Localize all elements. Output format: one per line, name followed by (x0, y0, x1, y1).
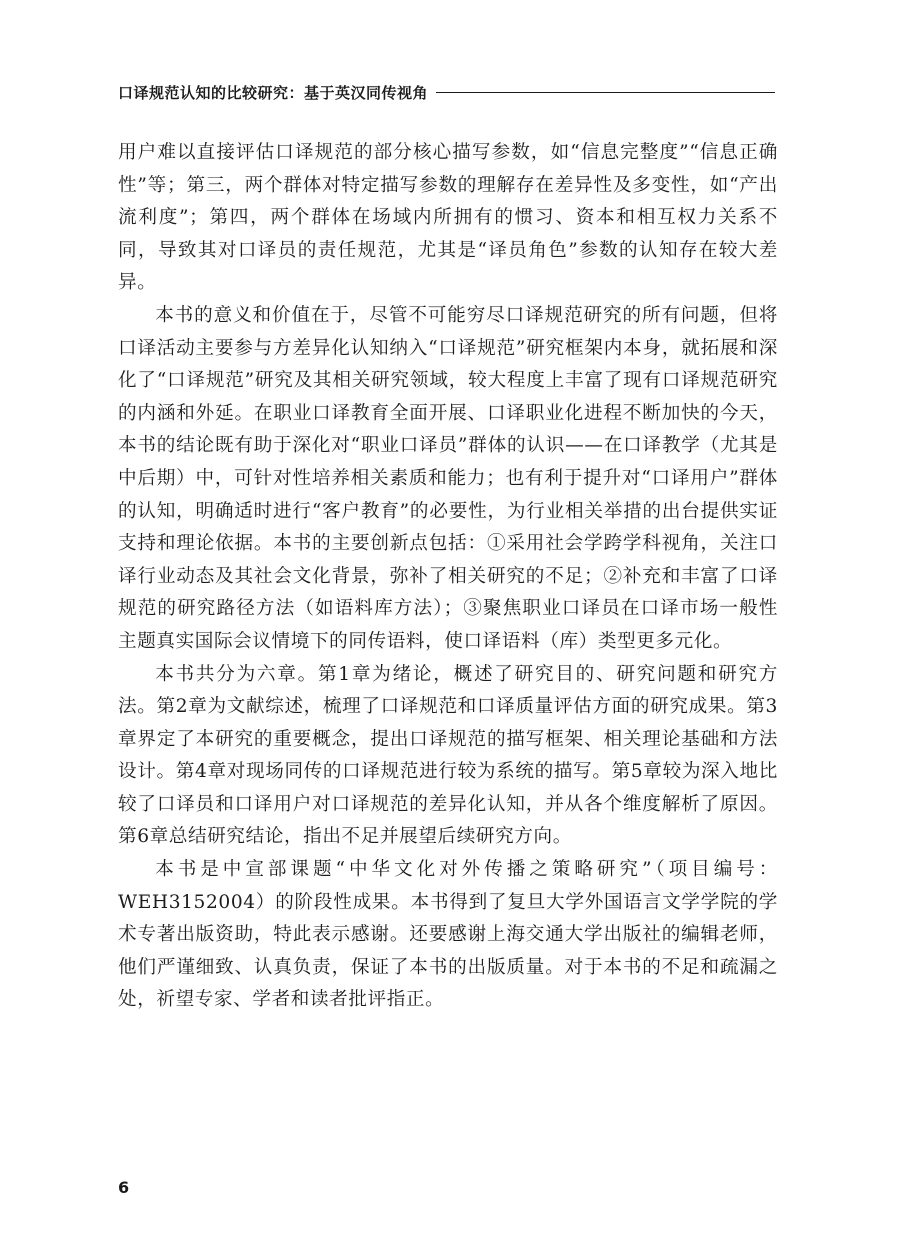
paragraph-acknowledgements: 本书是中宣部课题“中华文化对外传播之策略研究”（项目编号：WEH3152004）的阶段性成果。本书得到了复旦大学外国语言文学学院的学术专著出版资助，特此表示感谢。还要感谢上海交通大学出版社的编辑老师，他们严谨细致、认真负责，保证了本书的出版质量。对于本书的不足和疏漏之处，祈望专家、学者和读者批评指正。 (118, 859, 778, 1011)
body-text (118, 137, 778, 1017)
paragraph-continued: 用户难以直接评估口译规范的部分核心描写参数，如“信息完整度”“信息正确性”等；第三，两个群体对特定描写参数的理解存在差异性及多变性，如“产出流利度”；第四，两个群体在场域内所拥有的惯习、资本和相互权力关系不同，导致其对口译员的责任规范，尤其是“译员角色”参数的认知存在较大差异。 (118, 142, 778, 294)
running-header-title: 口译规范认知的比较研究：基于英汉同传视角 (118, 83, 429, 102)
header-rule (436, 92, 775, 93)
running-header (118, 80, 775, 104)
paragraph-significance: 本书的意义和价值在于，尽管不可能穷尽口译规范研究的所有问题，但将口译活动主要参与方差异化认知纳入“口译规范”研究框架内本身，就拓展和深化了“口译规范”研究及其相关研究领域，较大程度上丰富了现有口译规范研究的内涵和外延。在职业口译教育全面开展、口译职业化进程不断加快的今天，本书的结论既有助于深化对“职业口译员”群体的认识——在口译教学（尤其是中后期）中，可针对性培养相关素质和能力；也有利于提升对“口译用户”群体的认知，明确适时进行“客户教育”的必要性，为行业相关举措的出台提供实证支持和理论依据。本书的主要创新点包括：①采用社会学跨学科视角，关注口译行业动态及其社会文化背景，弥补了相关研究的不足；②补充和丰富了口译规范的研究路径方法（如语料库方法）；③聚焦职业口译员在口译市场一般性主题真实国际会议情境下的同传语料，使口译语料（库）类型更多元化。 (118, 304, 778, 652)
paragraph-chapter-overview: 本书共分为六章。第1章为绪论，概述了研究目的、研究问题和研究方法。第2章为文献综述，梳理了口译规范和口译质量评估方面的研究成果。第3章界定了本研究的重要概念，提出口译规范的描写框架、相关理论基础和方法设计。第4章对现场同传的口译规范进行较为系统的描写。第5章较为深入地比较了口译员和口译用户对口译规范的差异化认知，并从各个维度解析了原因。第6章总结研究结论，指出不足并展望后续研究方向。 (118, 663, 778, 848)
page-number: 6 (118, 1178, 130, 1197)
